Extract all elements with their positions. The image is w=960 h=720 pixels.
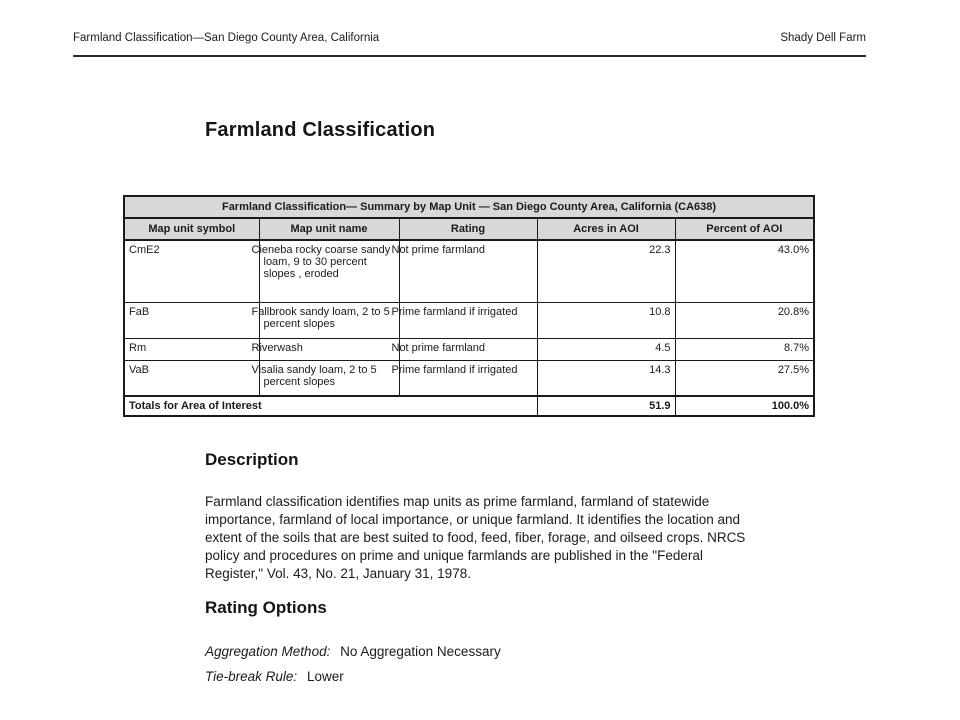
cell-map-unit-symbol: Rm <box>124 338 259 360</box>
description-paragraph: Farmland classification identifies map units as prime farmland, farmland of statewide importance, farmland of local importance, or unique farmland. It identifies the location and extent of the soils that are best suited to food, feed, fiber, forage, and oilseed crops. NRCS policy and procedures on prime and unique farmlands are published in the "Federal Register," Vol. 43, No. 21, January 31, 1978. <box>205 494 746 581</box>
totals-label: Totals for Area of Interest <box>124 396 537 416</box>
cell-percent: 43.0% <box>675 240 814 302</box>
cell-rating: Not prime farmland <box>399 240 537 302</box>
cell-percent: 27.5% <box>675 360 814 396</box>
column-header-rating: Rating <box>399 218 537 240</box>
column-header-map-unit-name: Map unit name <box>259 218 399 240</box>
table-row <box>124 240 814 302</box>
description-heading: Description <box>205 450 299 469</box>
table-header-row <box>124 218 814 240</box>
totals-percent: 100.0% <box>675 396 814 416</box>
cell-acres: 22.3 <box>537 240 675 302</box>
cell-percent: 20.8% <box>675 302 814 338</box>
tiebreak-rule-value: Lower <box>306 669 344 684</box>
page-title: Farmland Classification <box>205 119 436 141</box>
cell-map-unit-name: Fallbrook sandy loam, 2 to 5 percent slopes <box>259 302 399 338</box>
cell-acres: 4.5 <box>537 338 675 360</box>
rating-options-heading: Rating Options <box>205 598 327 617</box>
cell-rating: Prime farmland if irrigated <box>399 360 537 396</box>
aggregation-method-line <box>205 644 501 659</box>
table-title: Farmland Classification— Summary by Map Unit — San Diego County Area, California (CA638) <box>124 196 814 218</box>
cell-map-unit-symbol: VaB <box>124 360 259 396</box>
table-row <box>124 360 814 396</box>
cell-acres: 14.3 <box>537 360 675 396</box>
aggregation-method-value: No Aggregation Necessary <box>340 644 501 659</box>
aggregation-method-label: Aggregation Method: <box>205 644 331 659</box>
table-title-row <box>124 196 814 218</box>
page-header-left: Farmland Classification—San Diego County Area, California <box>73 32 380 44</box>
column-header-acres-in-aoi: Acres in AOI <box>537 218 675 240</box>
cell-map-unit-symbol: FaB <box>124 302 259 338</box>
cell-rating: Not prime farmland <box>399 338 537 360</box>
table-row <box>124 338 814 360</box>
cell-map-unit-symbol: CmE2 <box>124 240 259 302</box>
cell-percent: 8.7% <box>675 338 814 360</box>
header-divider <box>73 55 866 57</box>
tiebreak-rule-line <box>205 669 344 684</box>
page-header-right: Shady Dell Farm <box>780 32 866 44</box>
cell-map-unit-name: Cieneba rocky coarse sandy loam, 9 to 30 percent slopes , eroded <box>259 240 399 302</box>
cell-rating: Prime farmland if irrigated <box>399 302 537 338</box>
column-header-percent-of-aoi: Percent of AOI <box>675 218 814 240</box>
totals-acres: 51.9 <box>537 396 675 416</box>
cell-map-unit-name: Riverwash <box>259 338 399 360</box>
farmland-summary-table <box>123 195 815 417</box>
cell-map-unit-name: Visalia sandy loam, 2 to 5 percent slopes <box>259 360 399 396</box>
cell-acres: 10.8 <box>537 302 675 338</box>
table-totals-row <box>124 396 814 416</box>
table-row <box>124 302 814 338</box>
column-header-map-unit-symbol: Map unit symbol <box>124 218 259 240</box>
tiebreak-rule-label: Tie-break Rule: <box>205 669 298 684</box>
